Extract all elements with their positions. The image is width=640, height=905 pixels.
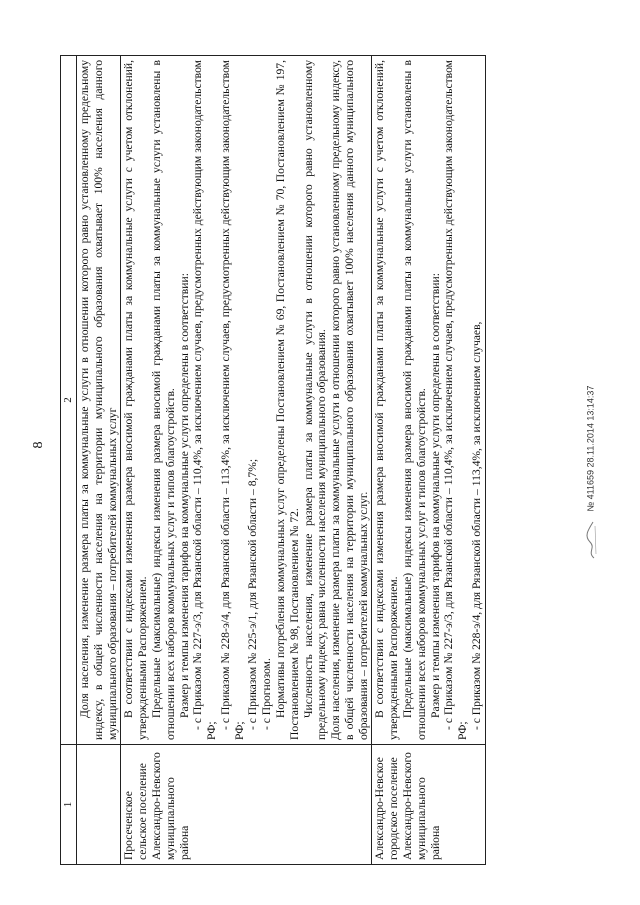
document-footer [585,230,597,560]
header-row [61,56,77,865]
description-cell [372,56,485,745]
paragraph: Нормативы потребления коммунальных услуг определены Постановлением № 69, Постановлением № 70, Постановлением № 197, Постановлением № 98, Постановлением № 72. [274,60,301,740]
table-row [121,56,372,865]
paragraph: Предельные (максимальные) индексы изменения размера вносимой гражданами платы за коммунальные услуги установлены в отношении всех наборов коммунальных услуг и типов благоустройств. [401,60,428,740]
signature-stamp-icon [585,520,597,560]
paragraph: Доля населения, изменение размера платы за коммунальные услуги в отношении которого равно установленному предельному индексу, в общей численности населения на территории муниципального образования охватывает 100% населения данного муниципального образования – потребителей коммунальных услуг. [329,60,370,740]
list-item: - с Приказом № 225-э/1, для Рязанской области – 8,7%; [246,458,260,730]
paragraph: Размер и темпы изменения тарифов на коммунальные услуги определены в соответствии: [177,273,191,718]
list-item: - с Приказом № 228-э/4, для Рязанской области – 113,4%, за исключением случаев, предусмотренных действующим законодательством РФ; [218,60,246,740]
table-row [77,56,121,865]
description-cell [121,56,372,745]
list-item: - с Приказом № 227-э/3, для Рязанской области – 110,4%, за исключением случаев, предусмотренных действующим законодательством РФ; [442,60,470,740]
footer-text: № 411659 28.11.2014 13:14:37 [585,385,596,512]
paragraph: В соответствии с индексами изменения размера вносимой гражданами платы за коммунальные услуги с учетом отклонений, утвержденными Распоряжением. [122,60,150,740]
municipality-name: Просеченское сельское поселение Александро-Невского муниципального района [121,745,372,865]
column-header-1: 1 [61,745,77,865]
intro-paragraph: Доля населения, изменение размера платы за коммунальные услуги в отношении которого равно установленному предельному индексу, в общей численности населения на территории муниципального образования охватывает 100% населения данного муниципального образования – потребителей коммунальных услуг [78,60,119,740]
paragraph: Численность населения, изменение размера платы за коммунальные услуги в отношении которого равно установленному предельному индексу, равна численности населения муниципального образования. [301,60,329,740]
list-item: - с Приказом № 228-э/4, для Рязанской области – 113,4%, за исключением случаев, [469,321,483,730]
list-item: - с Прогнозом. [260,658,274,730]
list-item: - с Приказом № 227-э/3, для Рязанской области – 110,4%, за исключением случаев, предусмотренных действующим законодательством РФ; [191,60,219,740]
rotated-content [60,55,580,865]
paragraph: В соответствии с индексами изменения размера вносимой гражданами платы за коммунальные услуги с учетом отклонений, утвержденными Распоряжением. [373,60,401,740]
table-row [372,56,485,865]
paragraph: Размер и темпы изменения тарифов на коммунальные услуги определены в соответствии: [428,273,442,718]
municipality-name: Александро-Невское городское поселение Александро-Невского муниципального района [372,745,485,865]
paragraph: Предельные (максимальные) индексы изменения размера вносимой гражданами платы за коммунальные услуги установлены в отношении всех наборов коммунальных услуг и типов благоустройств. [149,60,177,740]
municipality-cell-empty [77,745,121,865]
description-cell [77,56,121,745]
municipal-table [60,55,486,865]
column-header-2: 2 [61,56,77,745]
page-number: 8 [31,441,46,449]
